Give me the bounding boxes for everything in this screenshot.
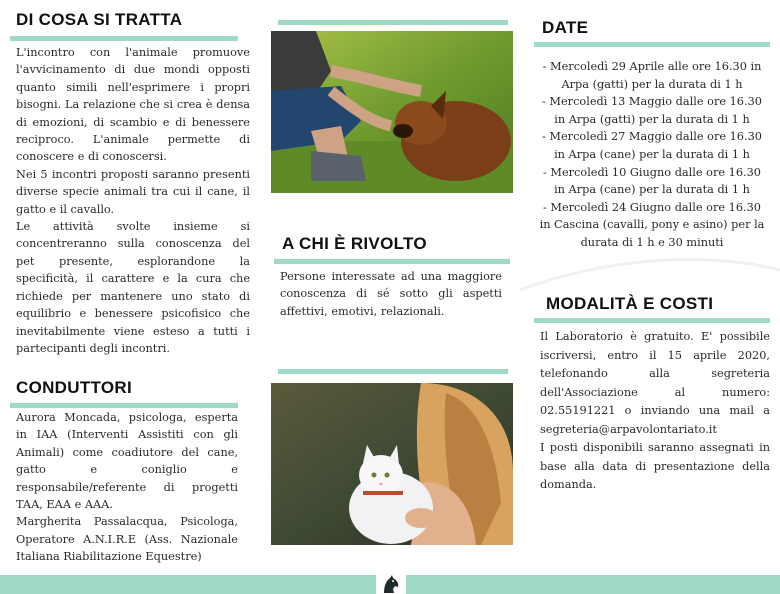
date-item: - Mercoledì 13 Maggio dalle ore 16.30 in Arpa (gatti) per la durata di 1 h [542, 95, 762, 126]
description-paragraph-3: Le attività svolte insieme si concentreranno sulla conoscenza del pet presente, esplorandone la specificità, il carattere e la cura che richiede per mantenere uno stato di equilibrio e benessere psicofisico che inevitabilmente viene esteso a tutti i partecipanti degli incontri. [16, 220, 250, 355]
heading-underline [10, 403, 238, 408]
dates-list [538, 58, 766, 252]
date-item: - Mercoledì 24 Giugno dalle ore 16.30 in Cascina (cavalli, pony e asino) per la durata di 1 h e 30 minuti [539, 200, 765, 249]
section-title-costs: MODALITÀ E COSTI [546, 294, 714, 313]
description-paragraph-2: Nei 5 incontri proposti saranno presenti diverse specie animali tra cui il cane, il gatto e il cavallo. [16, 167, 250, 216]
costs-text [540, 328, 770, 495]
costs-paragraph-1: Il Laboratorio è gratuito. E' possibile iscriversi, entro il 15 aprile 2020, telefonando alla segreteria dell'Associazione al numero: 02.55191221 o inviando una mail a segreteria@arpavolontariato.it [540, 330, 770, 436]
heading-underline [534, 318, 770, 323]
dog-photo [271, 31, 513, 193]
date-item: - Mercoledì 27 Maggio dalle ore 16.30 in Arpa (cane) per la durata di 1 h [542, 130, 762, 161]
costs-paragraph-2: I posti disponibili saranno assegnati in base alla data di presentazione della domanda. [540, 441, 770, 491]
description-text [16, 44, 250, 357]
audience-text: Persone interessate ad una maggiore conoscenza di sé sotto gli aspetti affettivi, emotivi, relazionali. [280, 270, 502, 318]
girl-holding-white-cat-photo-icon [271, 383, 513, 545]
heading-underline [274, 259, 510, 264]
footer-logo [376, 572, 406, 594]
conductor-2: Margherita Passalacqua, Psicologa, Operatore A.N.I.R.E (Ass. Nazionale Italiana Riabilitazione Equestre) [16, 515, 238, 564]
conductors-text [16, 409, 238, 566]
section-title-dates: DATE [542, 18, 589, 37]
date-item: - Mercoledì 10 Giugno dalle ore 16.30 in Arpa (cane) per la durata di 1 h [543, 165, 761, 197]
description-paragraph-1: L'incontro con l'animale promuove l'avvicinamento di due mondi opposti quanto simili nell'esprimere i propri bisogni. La relazione che si crea è densa di emozioni, di scambio e di benessere reciproco. L'animale permette di conoscere e di conoscersi. [16, 46, 250, 164]
child-petting-dog-photo-icon [271, 31, 513, 193]
photo-top-rule [278, 369, 508, 374]
column-top-rule [278, 20, 508, 25]
conductor-1: Aurora Moncada, psicologa, esperta in IAA (Interventi Assistiti con gli Animali) come coadiutore del cane, gatto e coniglio e responsabile/referente di progetti TAA, EAA e AAA. [16, 411, 238, 512]
heading-underline [534, 42, 770, 47]
heading-underline [10, 36, 238, 41]
section-title-conductors: CONDUTTORI [16, 378, 133, 397]
cat-photo [271, 383, 513, 545]
date-item: - Mercoledì 29 Aprile alle ore 16.30 in Arpa (gatti) per la durata di 1 h [542, 60, 762, 91]
section-title-what: DI COSA SI TRATTA [16, 10, 183, 29]
horse-head-logo-icon [380, 574, 402, 594]
section-title-audience: A CHI È RIVOLTO [282, 234, 427, 253]
